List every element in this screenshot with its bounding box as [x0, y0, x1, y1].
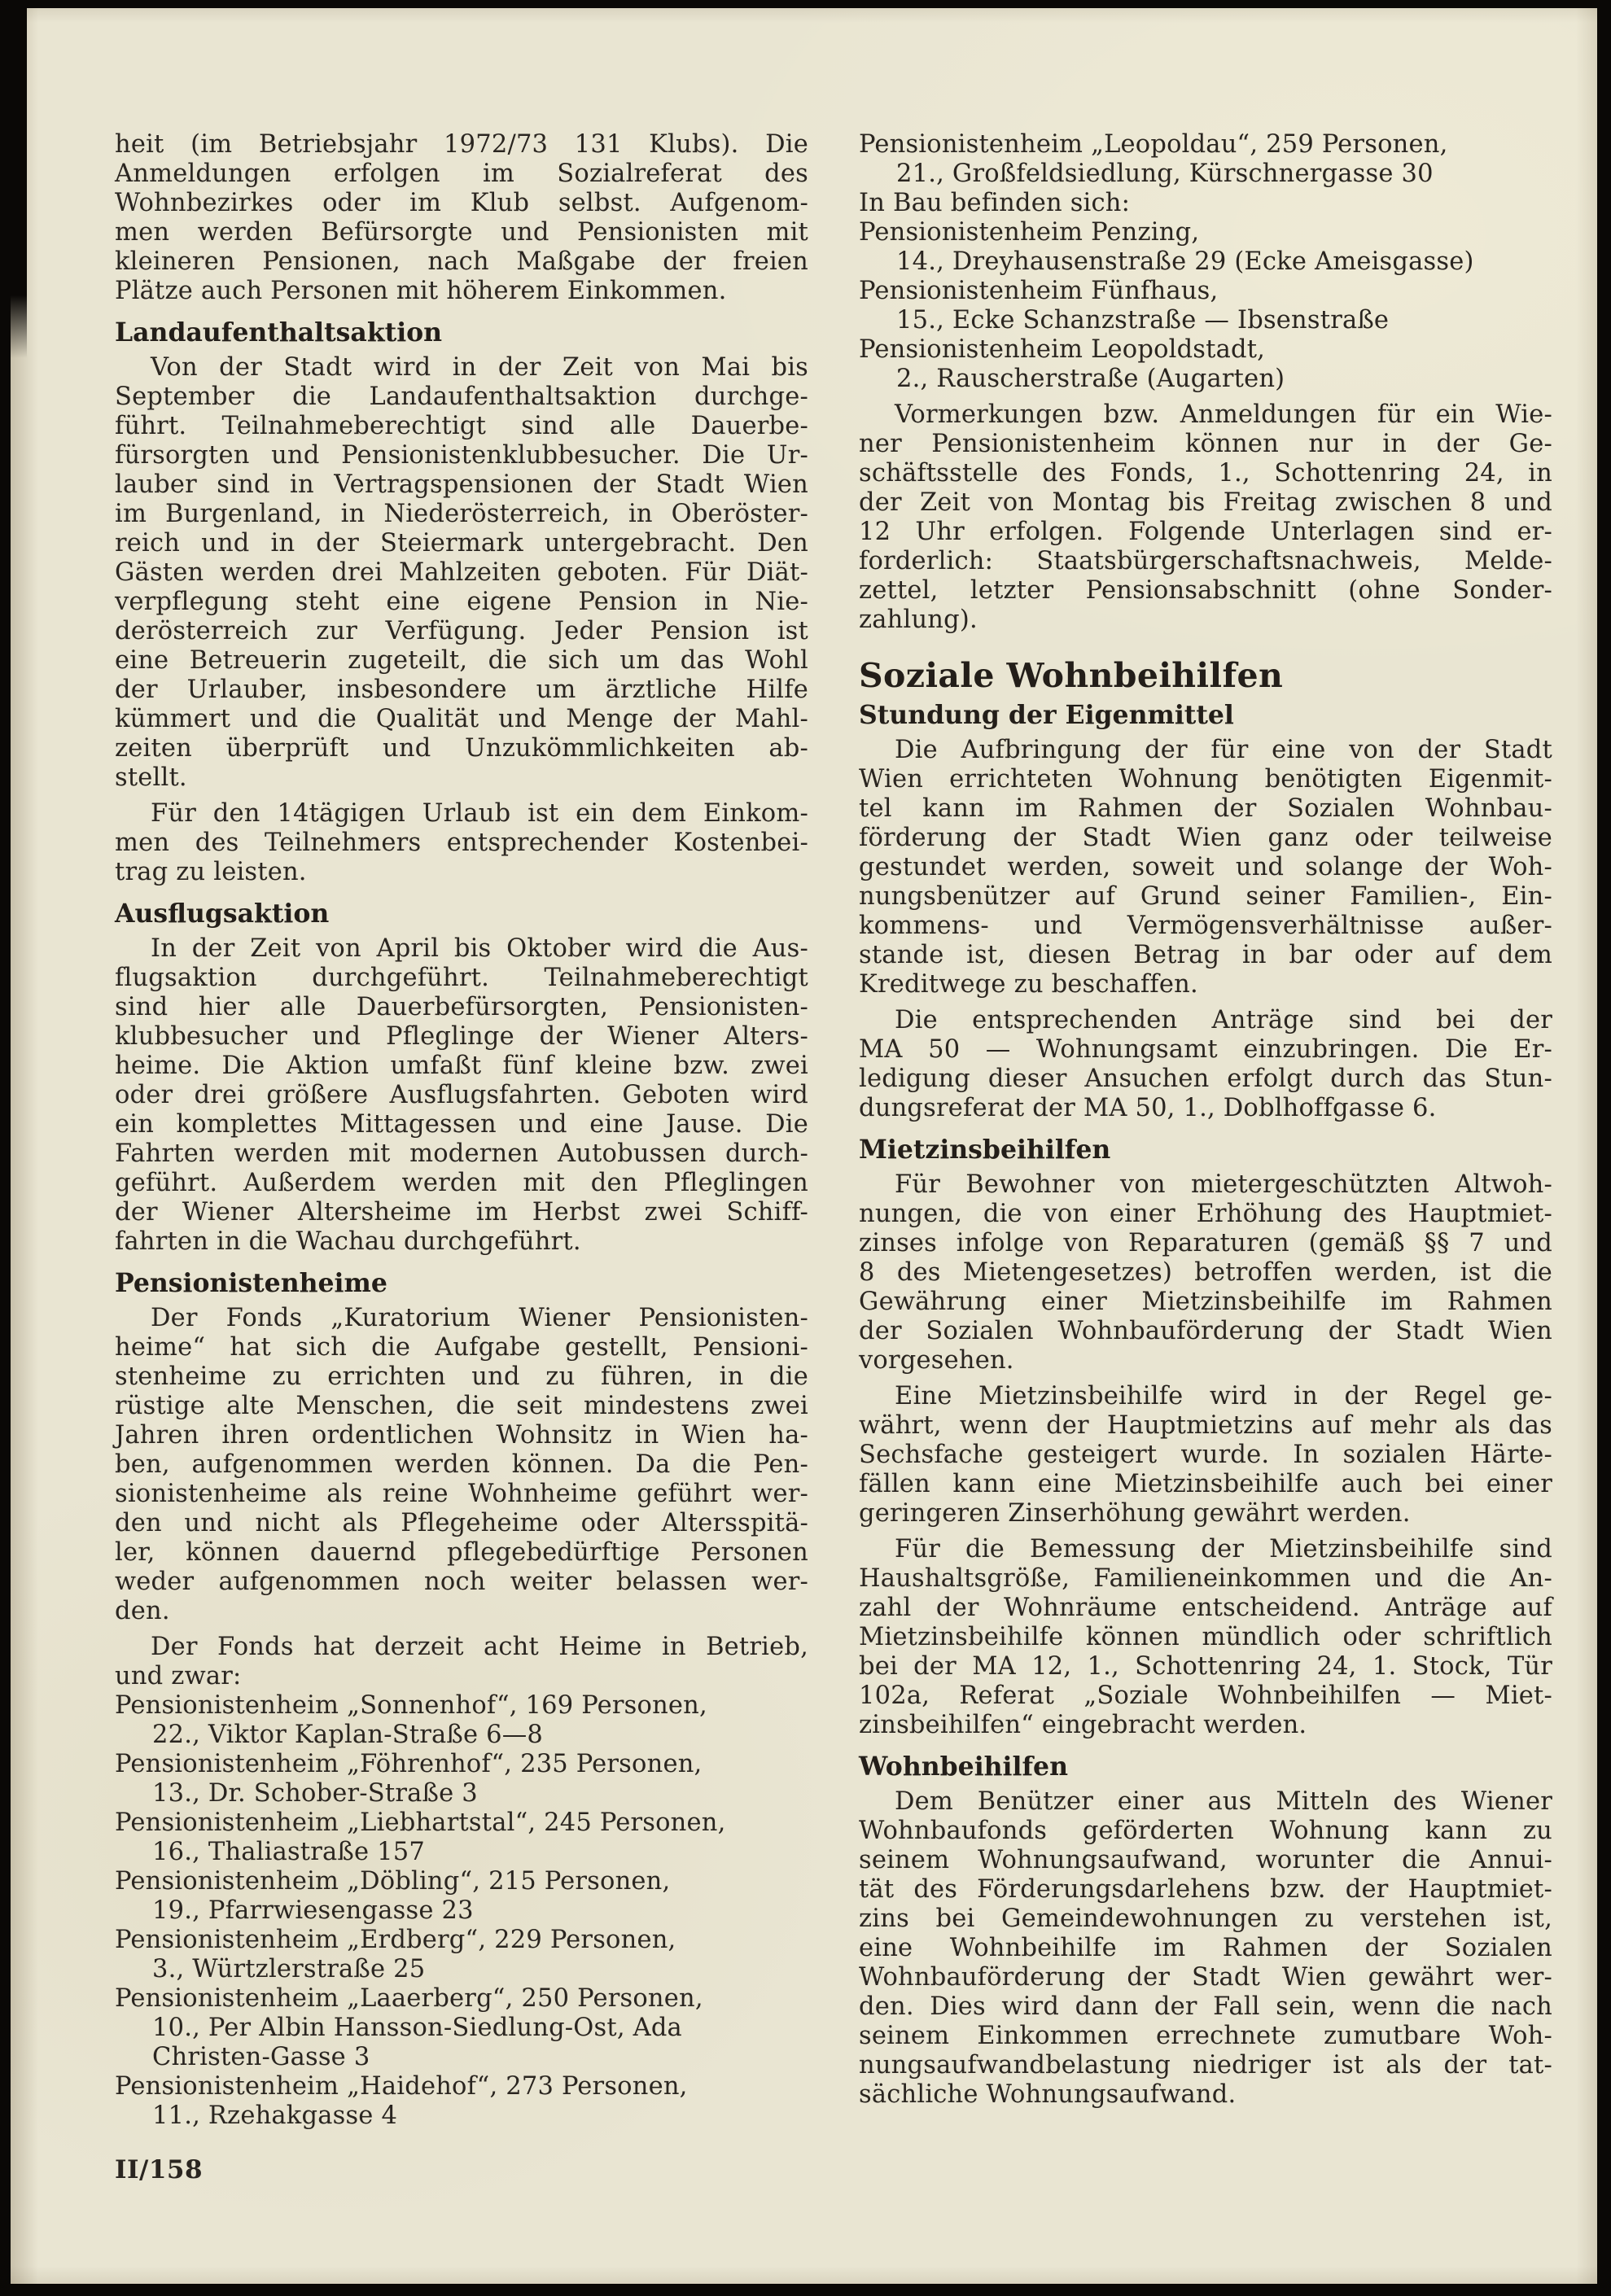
- text-line: Fahrten werden mit modernen Autobussen durch-: [115, 1139, 808, 1168]
- text-line: 102a, Referat „Soziale Wohnbeihilfen — Miet-: [859, 1682, 1552, 1710]
- text-line: der Sozialen Wohnbauförderung der Stadt Wien: [859, 1317, 1552, 1345]
- text-line: tel kann im Rahmen der Sozialen Wohnbau-: [859, 794, 1552, 823]
- text-line: weder aufgenommen noch weiter belassen wer-: [115, 1568, 808, 1596]
- list-line: 2., Rauscherstraße (Augarten): [896, 365, 1285, 393]
- section-heading: Stundung der Eigenmittel: [859, 700, 1234, 730]
- two-column-text: [115, 130, 1555, 2137]
- text-line: zettel, letzter Pensionsabschnitt (ohne Sonder-: [859, 576, 1552, 605]
- text-line: bei der MA 12, 1., Schottenring 24, 1. Stock, Tür: [859, 1652, 1552, 1681]
- list-line: Pensionistenheim „Laaerberg“, 250 Personen,: [115, 1984, 703, 2013]
- text-line: men werden Befürsorgte und Pensionisten mit: [115, 218, 808, 247]
- text-line: Anmeldungen erfolgen im Sozialreferat des: [115, 160, 808, 188]
- list-line: 21., Großfeldsiedlung, Kürschnergasse 30: [896, 160, 1434, 188]
- text-line: September die Landaufenthaltsaktion durchge-: [115, 383, 808, 411]
- text-line: sächliche Wohnungsaufwand.: [859, 2080, 1237, 2109]
- text-line: verpflegung steht eine eigene Pension in Nie-: [115, 588, 808, 616]
- list-line: 16., Thaliastraße 157: [152, 1838, 425, 1866]
- text-line: Haushaltsgröße, Familieneinkommen und die An-: [859, 1564, 1552, 1593]
- text-line: heime“ hat sich die Aufgabe gestellt, Pensioni-: [115, 1333, 808, 1362]
- text-line: lauber sind in Vertragspensionen der Stadt Wien: [115, 470, 808, 499]
- text-line: heit (im Betriebsjahr 1972/73 131 Klubs). Die: [115, 130, 808, 159]
- text-line: seinem Einkommen errechnete zumutbare Woh-: [859, 2022, 1552, 2050]
- text-line: Wohnbauförderung der Stadt Wien gewährt wer-: [859, 1963, 1552, 1992]
- text-line: fällen kann eine Mietzinsbeihilfe auch bei einer: [859, 1470, 1552, 1498]
- text-line: MA 50 — Wohnungsamt einzubringen. Die Er-: [859, 1035, 1552, 1064]
- text-line: zins bei Gemeindewohnungen zu verstehen ist,: [859, 1905, 1552, 1933]
- text-line: den. Dies wird dann der Fall sein, wenn die nach: [859, 1992, 1552, 2021]
- text-line: Gewährung einer Mietzinsbeihilfe im Rahmen: [859, 1288, 1552, 1316]
- list-line: Pensionistenheim „Erdberg“, 229 Personen,: [115, 1926, 676, 1954]
- text-line: sionistenheime als reine Wohnheime geführt wer-: [115, 1480, 808, 1508]
- text-line: schäftsstelle des Fonds, 1., Schottenring 24, in: [859, 459, 1552, 488]
- text-line: den und nicht als Pflegeheime oder Altersspitä-: [115, 1509, 808, 1537]
- text-line: geführt. Außerdem werden mit den Pfleglingen: [115, 1169, 808, 1197]
- text-line: Der Fonds hat derzeit acht Heime in Betrieb,: [151, 1633, 808, 1661]
- text-line: ner Pensionistenheim können nur in der Ge-: [859, 430, 1552, 458]
- text-line: Wien errichteten Wohnung benötigten Eigenmit-: [859, 765, 1552, 794]
- list-line: 3., Würtzlerstraße 25: [152, 1955, 426, 1983]
- list-line: 19., Pfarrwiesengasse 23: [152, 1896, 474, 1925]
- text-line: Dem Benützer einer aus Mitteln des Wiener: [895, 1787, 1552, 1816]
- text-line: ledigung dieser Ansuchen erfolgt durch das Stun-: [859, 1065, 1552, 1093]
- text-line: kleineren Pensionen, nach Maßgabe der freien: [115, 247, 808, 276]
- section-heading: Mietzinsbeihilfen: [859, 1135, 1111, 1165]
- text-line: förderung der Stadt Wien ganz oder teilweise: [859, 824, 1552, 852]
- paragraph: [859, 1382, 1552, 1528]
- paragraph: [115, 799, 808, 887]
- text-line: zinses infolge von Reparaturen (gemäß §§ 7 und: [859, 1229, 1552, 1257]
- paragraph: [115, 1304, 808, 1626]
- text-line: tät des Förderungsdarlehens bzw. der Hauptmiet-: [859, 1875, 1552, 1904]
- list-line: Pensionistenheim „Leopoldau“, 259 Personen,: [859, 130, 1448, 159]
- list-line: 13., Dr. Schober-Straße 3: [152, 1779, 478, 1808]
- text-line: flugsaktion durchgeführt. Teilnahmeberechtigt: [115, 964, 808, 992]
- text-line: nungen, die von einer Erhöhung des Hauptmiet-: [859, 1200, 1552, 1228]
- paragraph: [115, 1633, 808, 1691]
- text-line: gestundet werden, soweit und solange der Woh-: [859, 853, 1552, 881]
- text-line: Für den 14tägigen Urlaub ist ein dem Einkom-: [151, 799, 808, 828]
- text-line: klubbesucher und Pfleglinge der Wiener Alters-: [115, 1022, 808, 1051]
- list-line: Pensionistenheim Penzing,: [859, 218, 1200, 247]
- text-line: der Zeit von Montag bis Freitag zwischen 8 und: [859, 488, 1552, 517]
- text-line: geringeren Zinserhöhung gewährt werden.: [859, 1499, 1411, 1528]
- text-line: zahlung).: [859, 606, 978, 634]
- left-column: [115, 130, 808, 2137]
- paper-background: [11, 8, 1597, 2284]
- scan-gutter-shadow: [11, 8, 27, 358]
- text-line: der Urlauber, insbesondere um ärztliche Hilfe: [115, 676, 808, 704]
- text-line: Von der Stadt wird in der Zeit von Mai bis: [151, 353, 808, 382]
- text-line: fürsorgten und Pensionistenklubbesucher. Die Ur-: [115, 441, 808, 470]
- text-line: derösterreich zur Verfügung. Jeder Pension ist: [115, 617, 808, 645]
- list-line: 10., Per Albin Hansson-Siedlung-Ost, Ada: [152, 2014, 682, 2042]
- list-line: Pensionistenheim „Haidehof“, 273 Personen,: [115, 2072, 688, 2101]
- text-line: Die entsprechenden Anträge sind bei der: [895, 1006, 1552, 1034]
- chapter-heading: Soziale Wohnbeihilfen: [859, 656, 1284, 695]
- text-line: ler, können dauernd pflegebedürftige Personen: [115, 1538, 808, 1567]
- text-line: ein komplettes Mittagessen und eine Jause. Die: [115, 1110, 808, 1139]
- section-heading: Landaufenthaltsaktion: [115, 317, 443, 348]
- paragraph: [115, 353, 808, 793]
- paragraph: [859, 1006, 1552, 1123]
- text-line: eine Betreuerin zugeteilt, die sich um das Wohl: [115, 646, 808, 675]
- right-column: [859, 130, 1552, 2137]
- text-line: trag zu leisten.: [115, 858, 307, 886]
- text-line: währt, wenn der Hauptmietzins auf mehr als das: [859, 1411, 1552, 1440]
- text-line: stenheime zu errichten und zu führen, in die: [115, 1362, 808, 1391]
- text-line: dungsreferat der MA 50, 1., Doblhoffgasse 6.: [859, 1094, 1437, 1122]
- paragraph: [859, 1535, 1552, 1740]
- list-line: 15., Ecke Schanzstraße — Ibsenstraße: [896, 306, 1390, 335]
- text-line: 8 des Mietengesetzes) betroffen werden, ist die: [859, 1258, 1552, 1287]
- text-line: kümmert und die Qualität und Menge der Mahl-: [115, 705, 808, 733]
- text-line: und zwar:: [115, 1662, 242, 1690]
- text-line: nungsbenützer auf Grund seiner Familien-, Ein-: [859, 882, 1552, 911]
- section-heading: Wohnbeihilfen: [859, 1752, 1068, 1782]
- text-line: men des Teilnehmers entsprechender Kostenbei-: [115, 829, 808, 857]
- text-line: Gästen werden drei Mahlzeiten geboten. Für Diät-: [115, 558, 808, 587]
- text-line: Sechsfache gesteigert wurde. In sozialen Härte-: [859, 1441, 1552, 1469]
- section-heading: Ausflugsaktion: [115, 899, 330, 929]
- paragraph: [115, 934, 808, 1257]
- text-line: führt. Teilnahmeberechtigt sind alle Dauerbe-: [115, 412, 808, 440]
- list-line: 22., Viktor Kaplan-Straße 6—8: [152, 1721, 544, 1749]
- text-line: Der Fonds „Kuratorium Wiener Pensionisten-: [151, 1304, 808, 1332]
- text-line: reich und in der Steiermark untergebracht. Den: [115, 529, 808, 558]
- text-line: seinem Wohnungsaufwand, worunter die Annui-: [859, 1846, 1552, 1874]
- list-line: Pensionistenheim Leopoldstadt,: [859, 335, 1266, 364]
- text-line: den.: [115, 1597, 170, 1625]
- text-line: Wohnbezirkes oder im Klub selbst. Aufgenom-: [115, 189, 808, 217]
- text-line: vorgesehen.: [859, 1346, 1014, 1375]
- section-heading: Pensionistenheime: [115, 1268, 387, 1298]
- text-line: rüstige alte Menschen, die seit mindestens zwei: [115, 1392, 808, 1420]
- paragraph: [859, 1787, 1552, 2110]
- text-line: sind hier alle Dauerbefürsorgten, Pensionisten-: [115, 993, 808, 1021]
- text-line: Plätze auch Personen mit höherem Einkommen.: [115, 277, 727, 305]
- text-line: zeiten überprüft und Unzukömmlichkeiten ab-: [115, 734, 808, 763]
- paragraph: [859, 736, 1552, 999]
- text-line: Für Bewohner von mietergeschützten Altwoh-: [895, 1170, 1552, 1199]
- list-line: 11., Rzehakgasse 4: [152, 2101, 398, 2130]
- text-line: heime. Die Aktion umfaßt fünf kleine bzw. zwei: [115, 1052, 808, 1080]
- text-line: zahl der Wohnräume entscheidend. Anträge auf: [859, 1594, 1552, 1622]
- text-line: Die Aufbringung der für eine von der Stadt: [895, 736, 1552, 764]
- text-line: im Burgenland, in Niederösterreich, in Oberöster-: [115, 500, 808, 528]
- list-line: Christen-Gasse 3: [152, 2043, 370, 2071]
- text-line: forderlich: Staatsbürgerschaftsnachweis, Melde-: [859, 547, 1552, 575]
- text-line: In der Zeit von April bis Oktober wird die Aus-: [151, 934, 808, 963]
- text-line: nungsaufwandbelastung niedriger ist als der tat-: [859, 2051, 1552, 2080]
- list-line: Pensionistenheim „Sonnenhof“, 169 Personen,: [115, 1691, 707, 1720]
- text-line: Mietzinsbeihilfe können mündlich oder schriftlich: [859, 1623, 1552, 1651]
- text-line: Wohnbaufonds geförderten Wohnung kann zu: [859, 1817, 1552, 1845]
- text-line: Eine Mietzinsbeihilfe wird in der Regel ge-: [895, 1382, 1552, 1410]
- text-line: 12 Uhr erfolgen. Folgende Unterlagen sind er-: [859, 518, 1552, 546]
- text-line: eine Wohnbeihilfe im Rahmen der Sozialen: [859, 1934, 1552, 1962]
- text-line: stellt.: [115, 763, 187, 792]
- paragraph: [115, 130, 808, 306]
- paragraph: [859, 400, 1552, 635]
- list-line: 14., Dreyhausenstraße 29 (Ecke Ameisgasse): [896, 247, 1474, 276]
- list-line: In Bau befinden sich:: [859, 189, 1131, 217]
- text-line: der Wiener Altersheime im Herbst zwei Schiff-: [115, 1198, 808, 1227]
- text-line: oder drei größere Ausflugsfahrten. Geboten wird: [115, 1081, 808, 1109]
- text-line: ben, aufgenommen werden können. Da die Pen-: [115, 1450, 808, 1479]
- text-line: fahrten in die Wachau durchgeführt.: [115, 1227, 581, 1256]
- list-line: Pensionistenheim „Föhrenhof“, 235 Personen,: [115, 1750, 703, 1778]
- text-line: kommens- und Vermögensverhältnisse außer-: [859, 912, 1552, 940]
- list-line: Pensionistenheim „Döbling“, 215 Personen,: [115, 1867, 671, 1896]
- page-number: II/158: [115, 2155, 204, 2184]
- text-line: stande ist, diesen Betrag in bar oder auf dem: [859, 941, 1552, 969]
- text-line: Kreditwege zu beschaffen.: [859, 970, 1198, 999]
- text-line: Jahren ihren ordentlichen Wohnsitz in Wien ha-: [115, 1421, 808, 1450]
- paragraph: [859, 1170, 1552, 1375]
- list-line: Pensionistenheim Fünfhaus,: [859, 277, 1219, 305]
- text-line: zinsbeihilfen“ eingebracht werden.: [859, 1711, 1307, 1739]
- list-block: [115, 1691, 808, 2131]
- list-line: Pensionistenheim „Liebhartstal“, 245 Personen,: [115, 1808, 726, 1837]
- text-line: Vormerkungen bzw. Anmeldungen für ein Wie-: [895, 400, 1552, 429]
- list-block: [859, 130, 1552, 394]
- text-line: Für die Bemessung der Mietzinsbeihilfe sind: [895, 1535, 1552, 1563]
